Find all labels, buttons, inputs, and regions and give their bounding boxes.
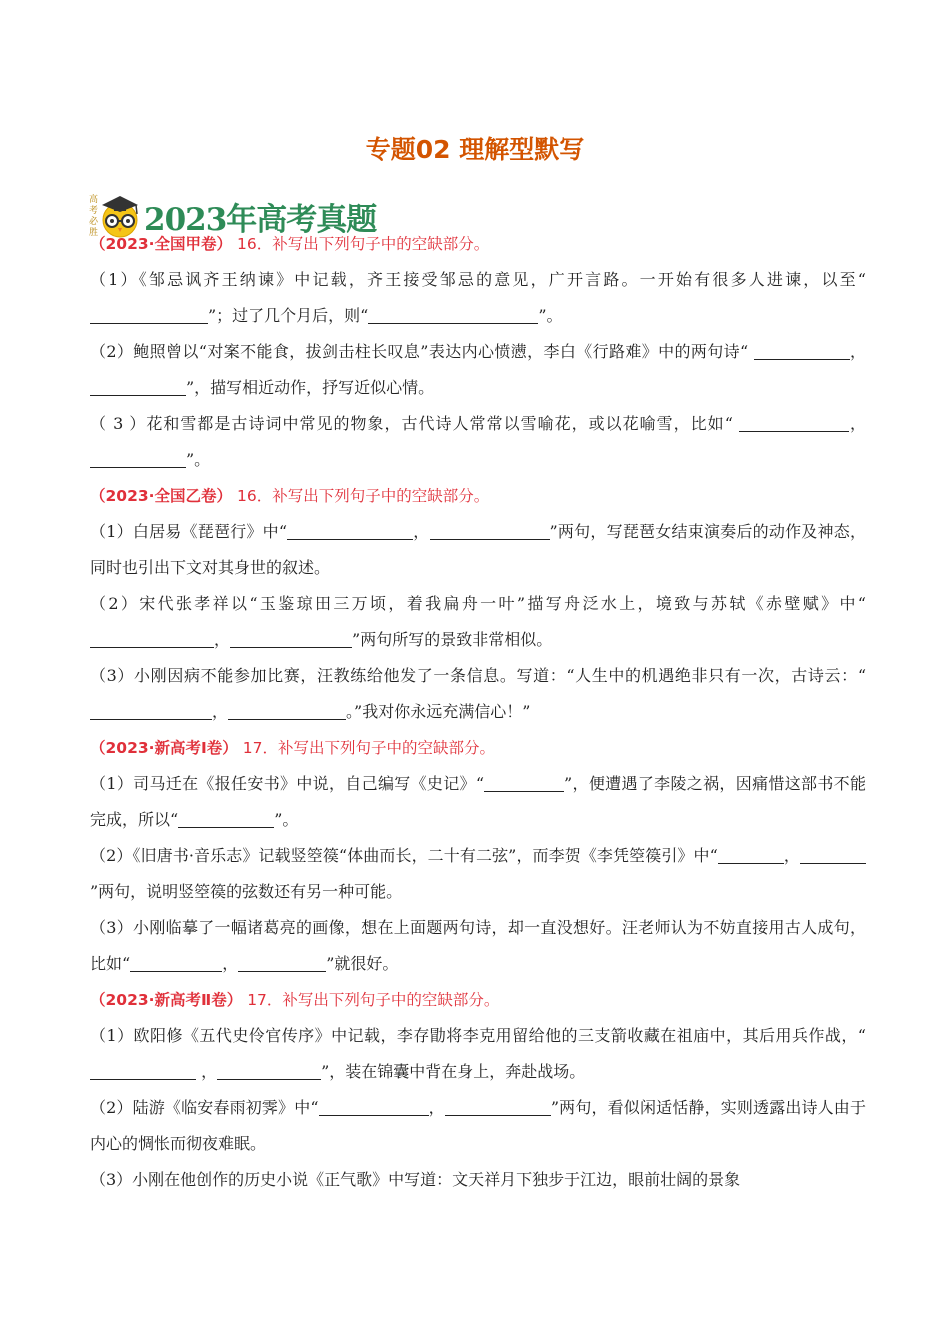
question-header — [90, 730, 866, 766]
svg-text:必: 必 — [89, 217, 99, 227]
answer-blank[interactable] — [228, 699, 346, 720]
answer-blank[interactable] — [800, 843, 866, 864]
svg-text:高: 高 — [89, 195, 99, 205]
page-title: 专题02 理解型默写 — [365, 135, 585, 164]
answer-blank[interactable] — [739, 411, 849, 432]
question-item: （2）陆游《临安春雨初霁》中“ ， ”两句，看似闲适恬静，实则透露出诗人由于内心的惆怅而彻夜难眠。 — [90, 1090, 866, 1162]
question-item: （2）宋代张孝祥以“玉鉴琼田三万顷，着我扁舟一叶”描写舟泛水上，境致与苏轼《赤壁赋》中“， ”两句所写的景致非常相似。 — [90, 594, 866, 649]
question-instruction: 17．补写出下列句子中的空缺部分。 — [247, 991, 500, 1009]
answer-blank[interactable] — [130, 951, 222, 972]
question-instruction: 16．补写出下列句子中的空缺部分。 — [236, 235, 490, 253]
answer-blank[interactable] — [230, 627, 352, 648]
question-item: （ 3 ）花和雪都是古诗词中常见的物象，古代诗人常常以雪喻花，或以花喻雪，比如“ ，”。 — [90, 406, 866, 478]
question-item: （1）白居易《琵琶行》中“ ， ”两句，写琵琶女结束演奏后的动作及神态，同时也引出下文对其身世的叙述。 — [90, 514, 866, 586]
question-item: （2）《旧唐书·音乐志》记载竖箜篌“体曲而长，二十有二弦”，而李贺《李凭箜篌引》中“ ，”两句，说明竖箜篌的弦数还有另一种可能。 — [90, 838, 866, 910]
question-item: （3）小刚因病不能参加比赛，汪教练给他发了一条信息。写道：“人生中的机遇绝非只有一次，古诗云：“， 。”我对你永远充满信心！” — [90, 666, 866, 721]
answer-blank[interactable] — [718, 843, 784, 864]
question-source: （2023·新高考Ⅱ卷） — [90, 991, 243, 1009]
question-header — [90, 478, 866, 514]
question-instruction: 16．补写出下列句子中的空缺部分。 — [236, 487, 490, 505]
answer-blank[interactable] — [445, 1095, 551, 1116]
answer-blank[interactable] — [430, 519, 550, 540]
answer-blank[interactable] — [90, 699, 212, 720]
svg-text:胜: 胜 — [89, 228, 99, 238]
answer-blank[interactable] — [368, 303, 538, 324]
answer-blank[interactable] — [217, 1059, 321, 1080]
question-list — [90, 226, 866, 1198]
question-item: （2）鲍照曾以“对案不能食，拔剑击柱长叹息”表达内心愤懑，李白《行路难》中的两句诗“ ，”，描写相近动作，抒写近似心情。 — [90, 334, 866, 406]
question-item: （1）司马迁在《报任安书》中说，自己编写《史记》“ ”，便遭遇了李陵之祸，因痛惜这部书不能完成，所以“ ”。 — [90, 766, 866, 838]
answer-blank[interactable] — [287, 519, 413, 540]
answer-blank[interactable] — [90, 627, 214, 648]
answer-blank[interactable] — [754, 339, 850, 360]
answer-blank[interactable] — [90, 447, 186, 468]
answer-blank[interactable] — [90, 303, 208, 324]
answer-blank[interactable] — [238, 951, 326, 972]
answer-blank[interactable] — [178, 807, 274, 828]
question-header — [90, 226, 866, 262]
question-source: （2023·全国甲卷） — [90, 235, 233, 253]
answer-blank[interactable] — [90, 1059, 196, 1080]
svg-text:考: 考 — [89, 206, 99, 216]
answer-blank[interactable] — [319, 1095, 429, 1116]
answer-blank[interactable] — [90, 375, 186, 396]
question-item: （3）小刚在他创作的历史小说《正气歌》中写道：文天祥月下独步于江边，眼前壮阔的景象 — [90, 1170, 741, 1189]
answer-blank[interactable] — [484, 771, 564, 792]
question-item: （3）小刚临摹了一幅诸葛亮的画像，想在上面题两句诗，却一直没想好。汪老师认为不妨直接用古人成句，比如“ ， ”就很好。 — [90, 918, 866, 973]
question-item: （1）欧阳修《五代史伶官传序》中记载，李存勖将李克用留给他的三支箭收藏在祖庙中，其后用兵作战，“ ， ”，装在锦囊中背在身上，奔赴战场。 — [90, 1026, 866, 1081]
question-instruction: 17．补写出下列句子中的空缺部分。 — [242, 739, 495, 757]
question-header — [90, 982, 866, 1018]
question-source: （2023·全国乙卷） — [90, 487, 233, 505]
question-item: （1）《邹忌讽齐王纳谏》中记载，齐王接受邹忌的意见，广开言路。一开始有很多人进谏，以至“”；过了几个月后，则“ ”。 — [90, 270, 866, 325]
section-title: 2023年高考真题 — [144, 201, 377, 238]
question-source: （2023·新高考Ⅰ卷） — [90, 739, 238, 757]
